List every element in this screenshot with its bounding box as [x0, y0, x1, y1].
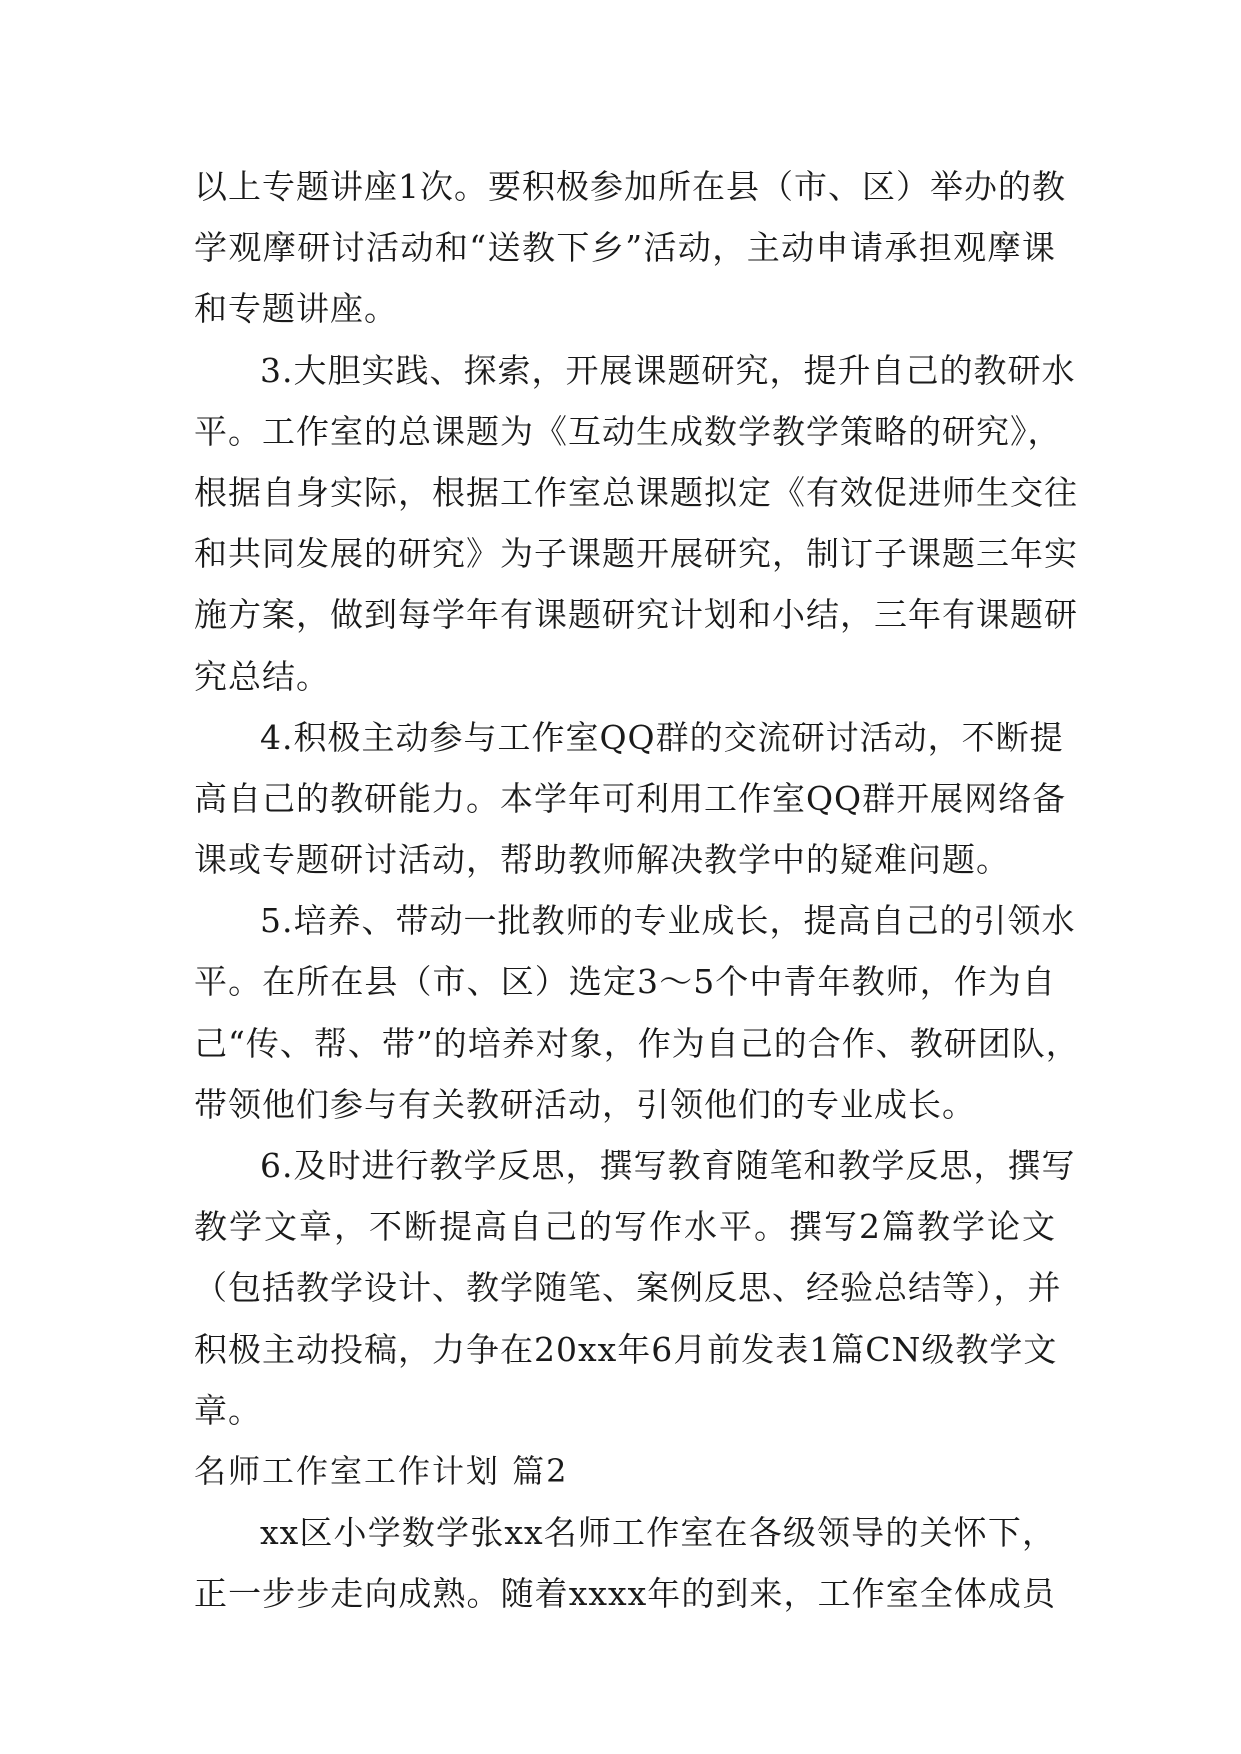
text-line: 施方案，做到每学年有课题研究计划和小结，三年有课题研	[194, 595, 1078, 635]
text-line: 究总结。	[194, 656, 330, 696]
text-line: 积极主动投稿，力争在20xx年6月前发表1篇CN级教学文	[194, 1329, 1058, 1369]
list-item-5: 5.培养、带动一批教师的专业成长，提高自己的引领水	[260, 901, 1076, 941]
text-line: 带领他们参与有关教研活动，引领他们的专业成长。	[194, 1084, 976, 1124]
document-page	[194, 156, 1080, 1625]
text-line: 根据自身实际，根据工作室总课题拟定《有效促进师生交往	[194, 472, 1078, 512]
text-line: 平。在所在县（市、区）选定3～5个中青年教师，作为自	[194, 962, 1056, 1002]
text-line: 以上专题讲座1次。要积极参加所在县（市、区）举办的教	[194, 167, 1066, 206]
text-line: 学观摩研讨活动和“送教下乡”活动，主动申请承担观摩课	[194, 228, 1056, 268]
list-item-6: 6.及时进行教学反思，撰写教育随笔和教学反思，撰写	[260, 1146, 1076, 1185]
section-heading: 名师工作室工作计划 篇2	[194, 1451, 569, 1490]
text-line: 己“传、帮、带”的培养对象，作为自己的合作、教研团队，	[194, 1023, 1080, 1063]
text-line: 课或专题研讨活动，帮助教师解决教学中的疑难问题。	[194, 840, 1010, 880]
text-line: 和专题讲座。	[194, 289, 398, 329]
text-line: 教学文章，不断提高自己的写作水平。撰写2篇教学论文	[194, 1207, 1056, 1247]
text-line: xx区小学数学张xx名师工作室在各级领导的关怀下，	[260, 1513, 1056, 1553]
text-line: 章。	[194, 1390, 262, 1430]
text-line: （包括教学设计、教学随笔、案例反思、经验总结等），并	[194, 1268, 1062, 1308]
text-line: 正一步步走向成熟。随着xxxx年的到来，工作室全体成员	[194, 1574, 1056, 1614]
text-line: 和共同发展的研究》为子课题开展研究，制订子课题三年实	[194, 534, 1078, 574]
list-item-3: 3.大胆实践、探索，开展课题研究，提升自己的教研水	[260, 350, 1076, 390]
text-line: 平。工作室的总课题为《互动生成数学教学策略的研究》，	[194, 411, 1062, 451]
list-item-4: 4.积极主动参与工作室QQ群的交流研讨活动，不断提	[260, 717, 1064, 757]
text-line: 高自己的教研能力。本学年可利用工作室QQ群开展网络备	[194, 778, 1067, 818]
